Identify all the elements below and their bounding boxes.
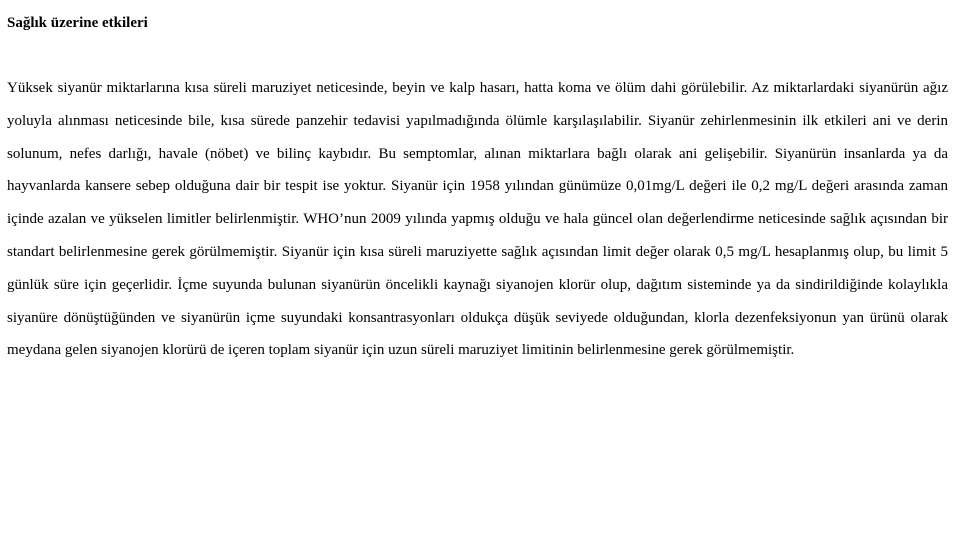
body-paragraph: Yüksek siyanür miktarlarına kısa süreli maruziyet neticesinde, beyin ve kalp hasarı, hatta koma ve ölüm dahi görülebilir. Az miktarlardaki siyanürün ağız yoluyla alınması neticesinde bile, kısa sürede panzehir tedavisi yapılmadığında ölümle karşılaşılabilir. Siyanür zehirlenmesinin ilk etkileri ani ve derin solunum, nefes darlığı, havale (nöbet) ve bilinç kaybıdır. Bu semptomlar, alınan miktarlara bağlı olarak ani gelişebilir. Siyanürün insanlarda ya da hayvanlarda kansere sebep olduğuna dair bir tespit ise yoktur. Siyanür için 1958 yılından günümüze 0,01mg/L değeri ile 0,2 mg/L değeri arasında zaman içinde azalan ve yükselen limitler belirlenmiştir. WHO’nun 2009 yılında yapmış olduğu ve hala güncel olan değerlendirme neticesinde sağlık açısından bir standart belirlenmesine gerek görülmemiştir. Siyanür için kısa süreli maruziyette sağlık açısından limit değer olarak 0,5 mg/L hesaplanmış olup, bu limit 5 günlük süre için geçerlidir. İçme suyunda bulunan siyanürün öncelikli kaynağı siyanojen klorür olup, dağıtım sisteminde ya da sindirildiğinde kolaylıkla siyanüre dönüştüğünden ve siyanürün içme suyundaki konsantrasyonları oldukça düşük seviyede olduğundan, klorla dezenfeksiyonun yan ürünü olarak meydana gelen siyanojen klorürü de içeren toplam siyanür için uzun süreli maruziyet limitinin belirlenmesine gerek görülmemiştir. <box>7 80 948 359</box>
section-heading: Sağlık üzerine etkileri <box>7 15 148 31</box>
